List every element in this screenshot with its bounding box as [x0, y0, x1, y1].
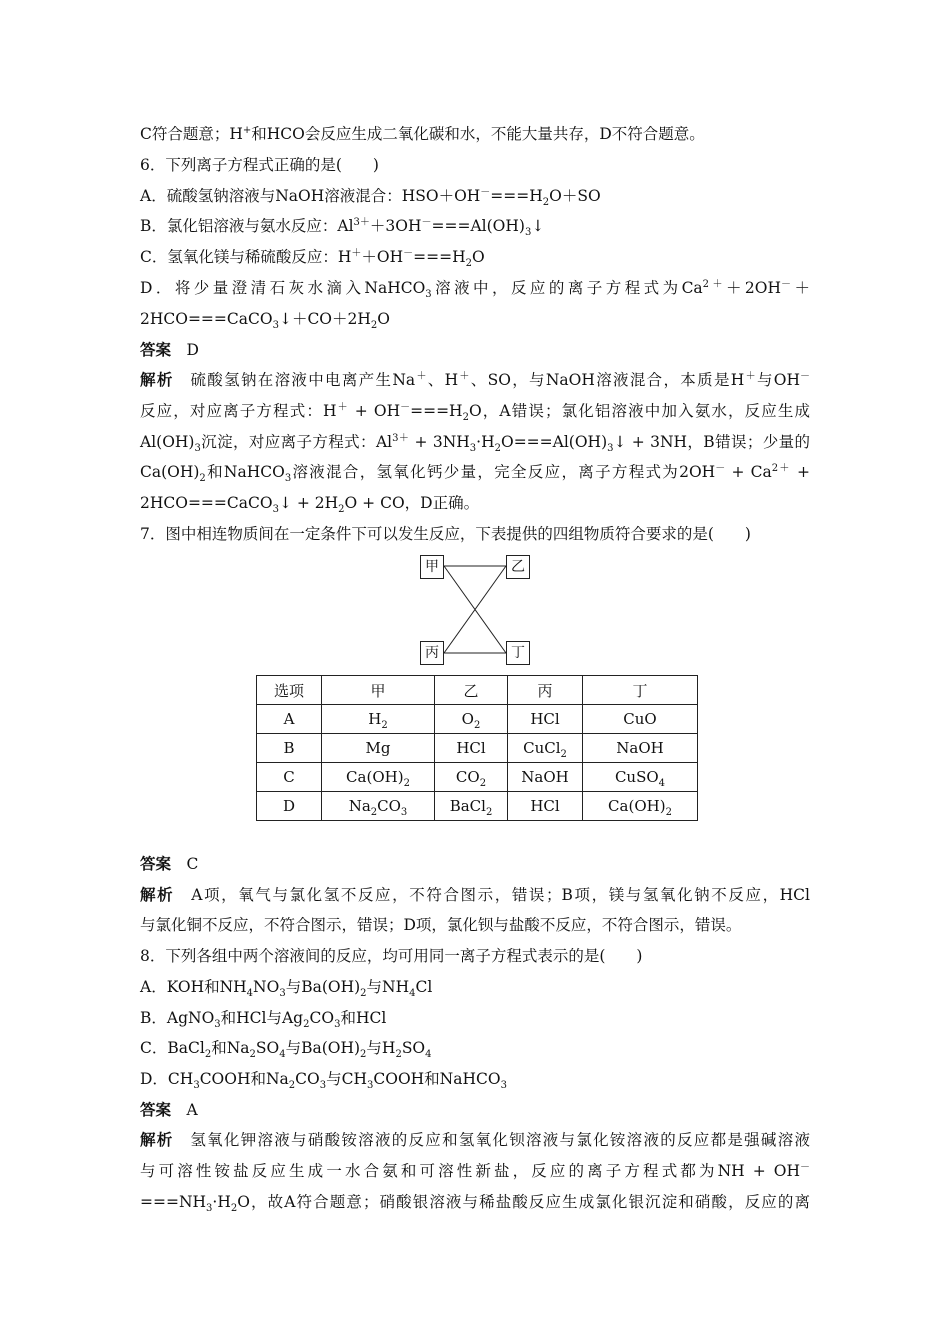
subscript: 2 [465, 258, 472, 270]
table-cell [435, 763, 508, 792]
subscript: 2 [249, 1049, 256, 1061]
text-run: NaOH [616, 739, 664, 757]
text-run: Mg [365, 739, 391, 757]
reaction-diagram [420, 552, 532, 667]
text-run: ↓ [531, 217, 545, 235]
superscript: ＋ [351, 247, 362, 259]
table-row [257, 705, 698, 734]
text-run: C．BaCl [140, 1039, 205, 1057]
text-run: CO [295, 1070, 320, 1088]
answer-8 [140, 1100, 198, 1120]
superscript: － [421, 216, 432, 228]
table-cell [583, 734, 698, 763]
text-run: CuSO [614, 768, 659, 786]
superscript: － [480, 186, 491, 198]
text-run: CuCl [523, 739, 561, 757]
label-text: 答案 [140, 854, 172, 873]
subscript: 2 [370, 807, 378, 818]
subscript: 4 [409, 988, 416, 1000]
superscript: － [800, 1161, 810, 1173]
text-run: A．硫酸氢钠溶液与NaOH溶液混合：HSO＋OH [140, 187, 481, 205]
table-cell [435, 705, 508, 734]
analysis-6-line [140, 493, 480, 516]
subscript: 3 [194, 443, 201, 455]
text-run: 丙 [537, 681, 553, 700]
text-run: A项，氧气与氯化氢不反应，不符合图示，错误；B项，镁与氢氧化钠不反应，HCl [174, 886, 810, 904]
text-run: Na [348, 797, 371, 815]
subscript: 2 [338, 504, 345, 516]
table-cell [508, 734, 583, 763]
text-run: 、SO，与NaOH溶液混合，本质是H [470, 371, 745, 389]
superscript: ＋ [744, 370, 757, 382]
label-text: 答案 [140, 340, 172, 359]
text-run: + 3NH [409, 433, 470, 451]
text-run: ＋3OH [369, 217, 422, 235]
text-run: HCl [530, 797, 560, 815]
text-run: 与可溶性铵盐反应生成一水合氨和可溶性新盐，反应的离子方程式都为NH + OH [140, 1162, 800, 1180]
text-run: COOH和NaHCO [373, 1070, 501, 1088]
text-run: ＋2OH [725, 279, 781, 297]
subscript: 2 [199, 473, 206, 485]
subscript: 2 [494, 443, 501, 455]
superscript: 2＋ [771, 462, 791, 474]
superscript: ＋ [415, 370, 428, 382]
question-6-option-d-cont [140, 309, 390, 332]
analysis-8-line [140, 1161, 810, 1181]
text-run: SO [401, 1039, 426, 1057]
subscript: 3 [500, 1080, 507, 1092]
table-cell [322, 734, 435, 763]
text-run: ===H [413, 248, 466, 266]
table-cell [322, 792, 435, 821]
subscript: 4 [246, 988, 254, 1000]
subscript: 2 [303, 1019, 310, 1031]
text-run: 溶液中，反应的离子方程式为Ca [431, 279, 703, 297]
table-cell [257, 705, 322, 734]
text-run: 氢氧化钾溶液与硝酸铵溶液的反应和氢氧化钡溶液与氯化铵溶液的反应都是强碱溶液 [173, 1131, 810, 1149]
node-ding: 丁 [506, 641, 530, 665]
text-run: B．氯化铝溶液与氨水反应：Al [140, 217, 354, 235]
text-run: COOH和Na [199, 1070, 289, 1088]
subscript: 2 [395, 1049, 402, 1061]
text-run: ↓ + 3NH，B错误；少量的 [613, 433, 810, 451]
subscript: 2 [485, 807, 493, 818]
subscript: 2 [360, 1049, 367, 1061]
text-run: 2HCO===CaCO [140, 310, 273, 328]
text-run: Ca(OH) [608, 797, 666, 815]
label-text: 解析 [140, 1130, 174, 1149]
text-line [140, 124, 705, 144]
subscript: 2 [542, 197, 550, 209]
label-text: 解析 [140, 885, 175, 904]
text-run: O＋SO [549, 187, 601, 205]
options-table [256, 675, 698, 821]
question-6-option-a [140, 186, 601, 209]
question-7-stem [140, 524, 751, 544]
text-run: Al(OH) [140, 433, 195, 451]
text-run: 和HCl与Ag [220, 1009, 304, 1027]
text-run: ＋ [791, 279, 810, 297]
text-run: 和HCl [340, 1009, 387, 1027]
question-6-option-b [140, 216, 545, 239]
table-cell [257, 734, 322, 763]
header-cell [508, 676, 583, 705]
question-8-option-b [140, 1008, 387, 1031]
analysis-8-line [140, 1192, 810, 1215]
text-run: 与氯化铜不反应，不符合图示，错误；D项，氯化钡与盐酸不反应，不符合图示，错误。 [140, 916, 742, 934]
subscript: 2 [403, 778, 410, 789]
text-run: D．CH [140, 1070, 194, 1088]
subscript: 3 [272, 504, 279, 516]
text-run: 与CH [326, 1070, 368, 1088]
superscript: 3＋ [353, 216, 370, 228]
superscript: ＋ [458, 370, 471, 382]
subscript: 2 [288, 1080, 296, 1092]
table-cell [322, 763, 435, 792]
text-run: 沉淀，对应离子方程式：Al [200, 433, 393, 451]
subscript: 3 [193, 1080, 200, 1092]
subscript: 3 [400, 807, 408, 818]
text-run: ===H [490, 187, 543, 205]
node-yi: 乙 [506, 555, 530, 579]
text-run: O，故A符合题意；硝酸银溶液与稀盐酸反应生成氯化银沉淀和硝酸，反应的离 [237, 1193, 810, 1211]
table-row [257, 792, 698, 821]
table-cell [583, 705, 698, 734]
text-run: 和NaHCO [205, 463, 285, 481]
superscript: 3＋ [392, 432, 410, 444]
text-run: 2HCO===CaCO [140, 494, 273, 512]
superscript: － [400, 401, 411, 413]
subscript: 2 [665, 807, 672, 818]
text-run: NO [253, 978, 280, 996]
subscript: 4 [425, 1049, 432, 1061]
subscript: 2 [462, 412, 469, 424]
text-run: C [283, 768, 295, 786]
text-run: ===Al(OH) [431, 217, 525, 235]
subscript: 4 [279, 1049, 286, 1061]
text-run: A [171, 1101, 198, 1119]
text-run: B．AgNO [140, 1009, 215, 1027]
analysis-6-line [140, 432, 810, 455]
subscript: 2 [360, 988, 367, 1000]
text-run: + Ca [725, 463, 772, 481]
text-run: CuO [623, 710, 657, 728]
table-cell [508, 792, 583, 821]
text-run: 6．下列离子方程式正确的是( ) [140, 156, 379, 174]
text-run: 乙 [463, 681, 479, 700]
subscript: 3 [334, 1019, 341, 1031]
label-text: 解析 [140, 370, 174, 389]
subscript: 2 [479, 778, 487, 789]
text-run: B [283, 739, 295, 757]
question-8-option-d [140, 1069, 507, 1092]
subscript: 2 [230, 1203, 238, 1215]
text-run: ↓ + 2H [278, 494, 339, 512]
subscript: 2 [560, 749, 567, 760]
text-run: A [283, 710, 295, 728]
subscript: 4 [658, 778, 666, 789]
superscript: － [715, 462, 726, 474]
table-cell [508, 763, 583, 792]
table-row [257, 763, 698, 792]
text-run: 、H [427, 371, 459, 389]
subscript: 3 [206, 1203, 213, 1215]
subscript: 3 [607, 443, 614, 455]
table-cell [322, 705, 435, 734]
table-row [257, 734, 698, 763]
text-run: C [171, 855, 199, 873]
text-run: D [171, 341, 199, 359]
text-run: O [471, 248, 485, 266]
table-header-row [257, 676, 698, 705]
analysis-6 [140, 370, 810, 390]
table-cell [583, 763, 698, 792]
text-run: C．氢氧化镁与稀硫酸反应：H [140, 248, 352, 266]
text-run: 选项 [273, 681, 304, 700]
text-run: 溶液混合，氢氧化钙少量，完全反应，离子方程式为2OH [291, 463, 716, 481]
table-cell [435, 734, 508, 763]
header-cell [257, 676, 322, 705]
subscript: 3 [524, 227, 532, 239]
text-run: ＋OH [361, 248, 404, 266]
text-run: A．KOH和NH [140, 978, 247, 996]
text-run: D．将少量澄清石灰水滴入NaHCO [140, 279, 426, 297]
text-run: HCl [456, 739, 486, 757]
text-run: 丁 [632, 681, 648, 700]
header-cell [322, 676, 435, 705]
subscript: 3 [284, 473, 292, 485]
table-cell [257, 792, 322, 821]
text-run: Ca(OH) [346, 768, 404, 786]
question-6-option-d [140, 278, 810, 301]
text-run: CO [309, 1009, 335, 1027]
answer-6 [140, 340, 199, 360]
subscript: 2 [473, 720, 481, 731]
text-run: 与NH [366, 978, 410, 996]
text-run: O [461, 710, 474, 728]
analysis-6-line [140, 462, 810, 485]
analysis-7 [140, 885, 810, 905]
subscript: 3 [469, 443, 477, 455]
subscript: 3 [279, 988, 286, 1000]
text-run: Cl [415, 978, 433, 996]
question-8-stem [140, 946, 642, 966]
question-8-option-a [140, 977, 433, 1000]
analysis-8 [140, 1130, 810, 1150]
header-cell [435, 676, 508, 705]
text-run: 7．图中相连物质间在一定条件下可以发生反应，下表提供的四组物质符合要求的是( ) [140, 525, 751, 543]
text-run: ↓＋CO＋2H [278, 310, 371, 328]
subscript: 3 [367, 1080, 374, 1092]
text-run: 反应，对应离子方程式：H [140, 402, 337, 420]
text-run: 与Ba(OH) [285, 978, 361, 996]
superscript: 2＋ [702, 278, 726, 290]
text-run: O===Al(OH) [500, 433, 608, 451]
question-6-stem [140, 155, 379, 175]
node-jia: 甲 [420, 555, 444, 579]
text-run: O [377, 310, 390, 328]
label-text: 答案 [140, 1100, 172, 1119]
text-run: 硫酸氢钠在溶液中电离产生Na [173, 371, 416, 389]
text-run: BaCl [449, 797, 486, 815]
text-run: 8．下列各组中两个溶液间的反应，均可用同一离子方程式表示的是( ) [140, 947, 643, 965]
subscript: 3 [214, 1019, 221, 1031]
text-run: O，A错误；氯化铝溶液中加入氨水，反应生成 [468, 402, 810, 420]
text-run: CO [377, 797, 401, 815]
text-run: Ca(OH) [140, 463, 200, 481]
superscript: + [242, 124, 252, 136]
text-run: ·H [476, 433, 495, 451]
header-cell [583, 676, 698, 705]
text-run: 与OH [756, 371, 800, 389]
text-run: ===H [410, 402, 463, 420]
table-cell [583, 792, 698, 821]
table-cell [257, 763, 322, 792]
superscript: － [403, 247, 414, 259]
subscript: 2 [381, 720, 388, 731]
subscript: 3 [272, 320, 279, 332]
subscript: 2 [370, 320, 378, 332]
text-run: ===NH [140, 1193, 207, 1211]
text-run: 和HCO会反应生成二氧化碳和水，不能大量共存，D不符合题意。 [251, 125, 705, 143]
text-run: D [282, 797, 296, 815]
text-run: 与Ba(OH) [285, 1039, 361, 1057]
answer-7 [140, 854, 198, 874]
text-run: CO [455, 768, 480, 786]
text-run: H [368, 710, 382, 728]
superscript: － [781, 278, 791, 290]
text-run: ·H [212, 1193, 231, 1211]
analysis-7-line [140, 915, 741, 935]
text-run: O + CO，D正确。 [344, 494, 480, 512]
text-run: NaOH [521, 768, 569, 786]
node-bing: 丙 [420, 641, 444, 665]
text-run: SO [255, 1039, 280, 1057]
text-run: + [790, 463, 810, 481]
analysis-6-line [140, 401, 810, 424]
text-run: 甲 [370, 681, 386, 700]
question-6-option-c [140, 247, 485, 270]
text-run: 和Na [211, 1039, 250, 1057]
superscript: － [799, 370, 810, 382]
text-run: + OH [348, 402, 401, 420]
text-run: 与H [366, 1039, 396, 1057]
question-8-option-c [140, 1038, 432, 1061]
table-cell [508, 705, 583, 734]
text-run: HCl [530, 710, 560, 728]
subscript: 3 [425, 289, 432, 301]
text-run: C符合题意；H [140, 125, 243, 143]
superscript: ＋ [336, 401, 349, 413]
table-cell [435, 792, 508, 821]
subscript: 2 [204, 1049, 212, 1061]
subscript: 3 [319, 1080, 327, 1092]
